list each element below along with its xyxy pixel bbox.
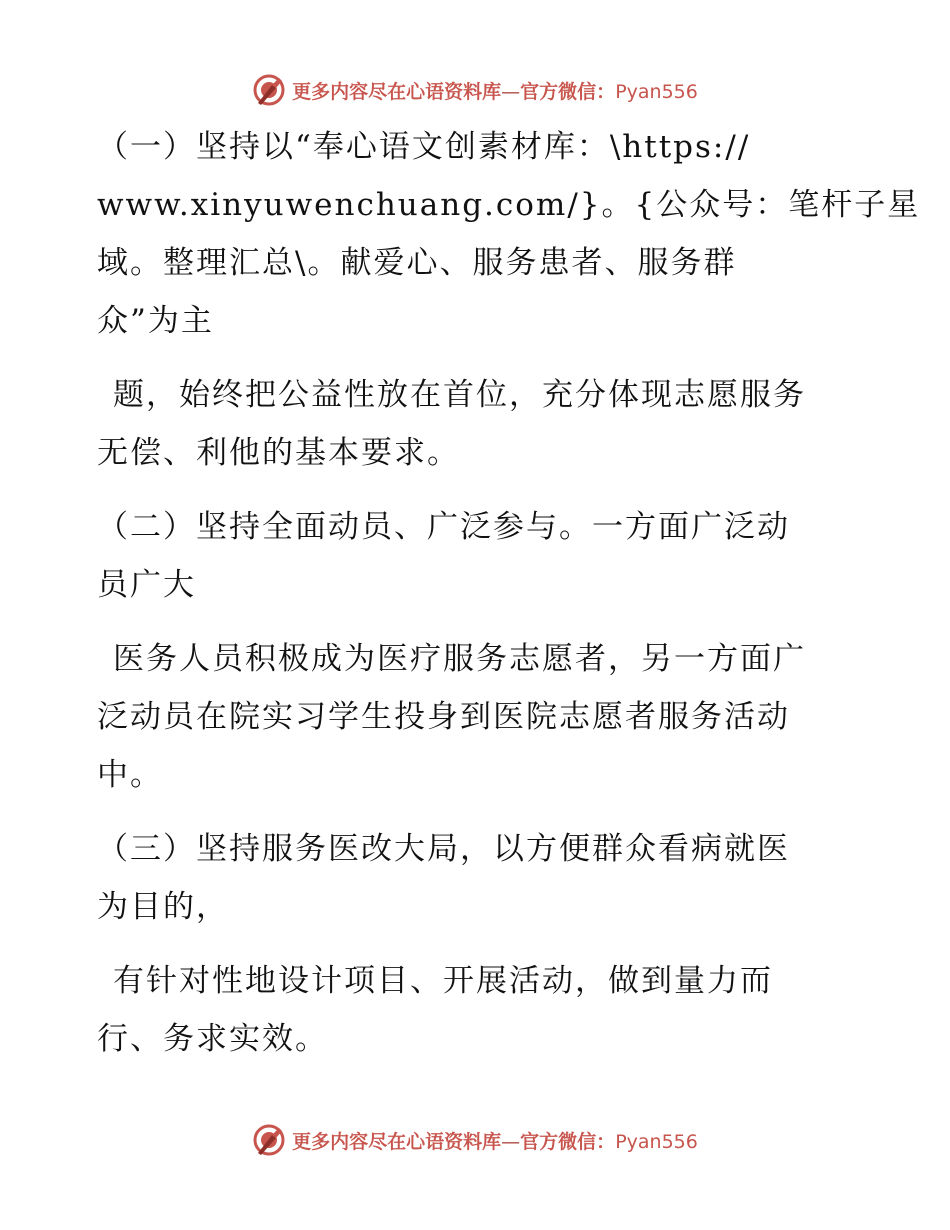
paragraph-line: 有针对性地设计项目、开展活动，做到量力而	[113, 963, 773, 999]
banner-handle: Pyan556	[615, 1130, 698, 1153]
paragraph-line: 题，始终把公益性放在首位，充分体现志愿服务	[113, 377, 806, 413]
paragraph-line: 中。	[97, 757, 163, 793]
banner-dash: —	[501, 1130, 521, 1153]
banner-main: 更多内容尽在心语资料库	[292, 1130, 502, 1153]
banner-suffix: 官方微信：	[520, 1130, 616, 1153]
banner-suffix: 官方微信：	[520, 80, 616, 103]
paragraph-line: （一）坚持以“奉心语文创素材库：\https://	[97, 129, 751, 165]
paragraph-line: 无偿、利他的基本要求。	[97, 435, 460, 471]
document-body	[97, 118, 921, 1084]
paragraph-6	[97, 952, 837, 1068]
paragraph-line: 众”为主	[97, 303, 214, 339]
pen-logo-icon	[252, 1123, 286, 1157]
paragraph-line: 泛动员在院实习学生投身到医院志愿者服务活动	[97, 699, 790, 735]
paragraph-line: 行、务求实效。	[97, 1021, 328, 1057]
paragraph-4	[97, 630, 837, 804]
paragraph-line: 域。整理汇总\。献爱心、服务患者、服务群	[97, 245, 737, 281]
pen-logo-icon	[252, 73, 286, 107]
paragraph-line: （二）坚持全面动员、广泛参与。一方面广泛动	[97, 509, 790, 545]
paragraph-line: 员广大	[97, 567, 196, 603]
header-banner	[0, 70, 950, 110]
paragraph-3	[97, 498, 837, 614]
footer-banner	[0, 1120, 950, 1160]
banner-main: 更多内容尽在心语资料库	[292, 80, 502, 103]
paragraph-line: （三）坚持服务医改大局，以方便群众看病就医	[97, 831, 790, 867]
paragraph-line: 医务人员积极成为医疗服务志愿者，另一方面广	[113, 641, 806, 677]
paragraph-1	[97, 118, 921, 350]
banner-text	[292, 1127, 698, 1154]
paragraph-2	[97, 366, 837, 482]
paragraph-5	[97, 820, 837, 936]
paragraph-line: 为目的，	[97, 889, 229, 925]
paragraph-line: www.xinyuwenchuang.com/}。{公众号：笔杆子星	[97, 187, 921, 223]
banner-text	[292, 77, 698, 104]
banner-dash: —	[501, 80, 521, 103]
banner-handle: Pyan556	[615, 80, 698, 103]
